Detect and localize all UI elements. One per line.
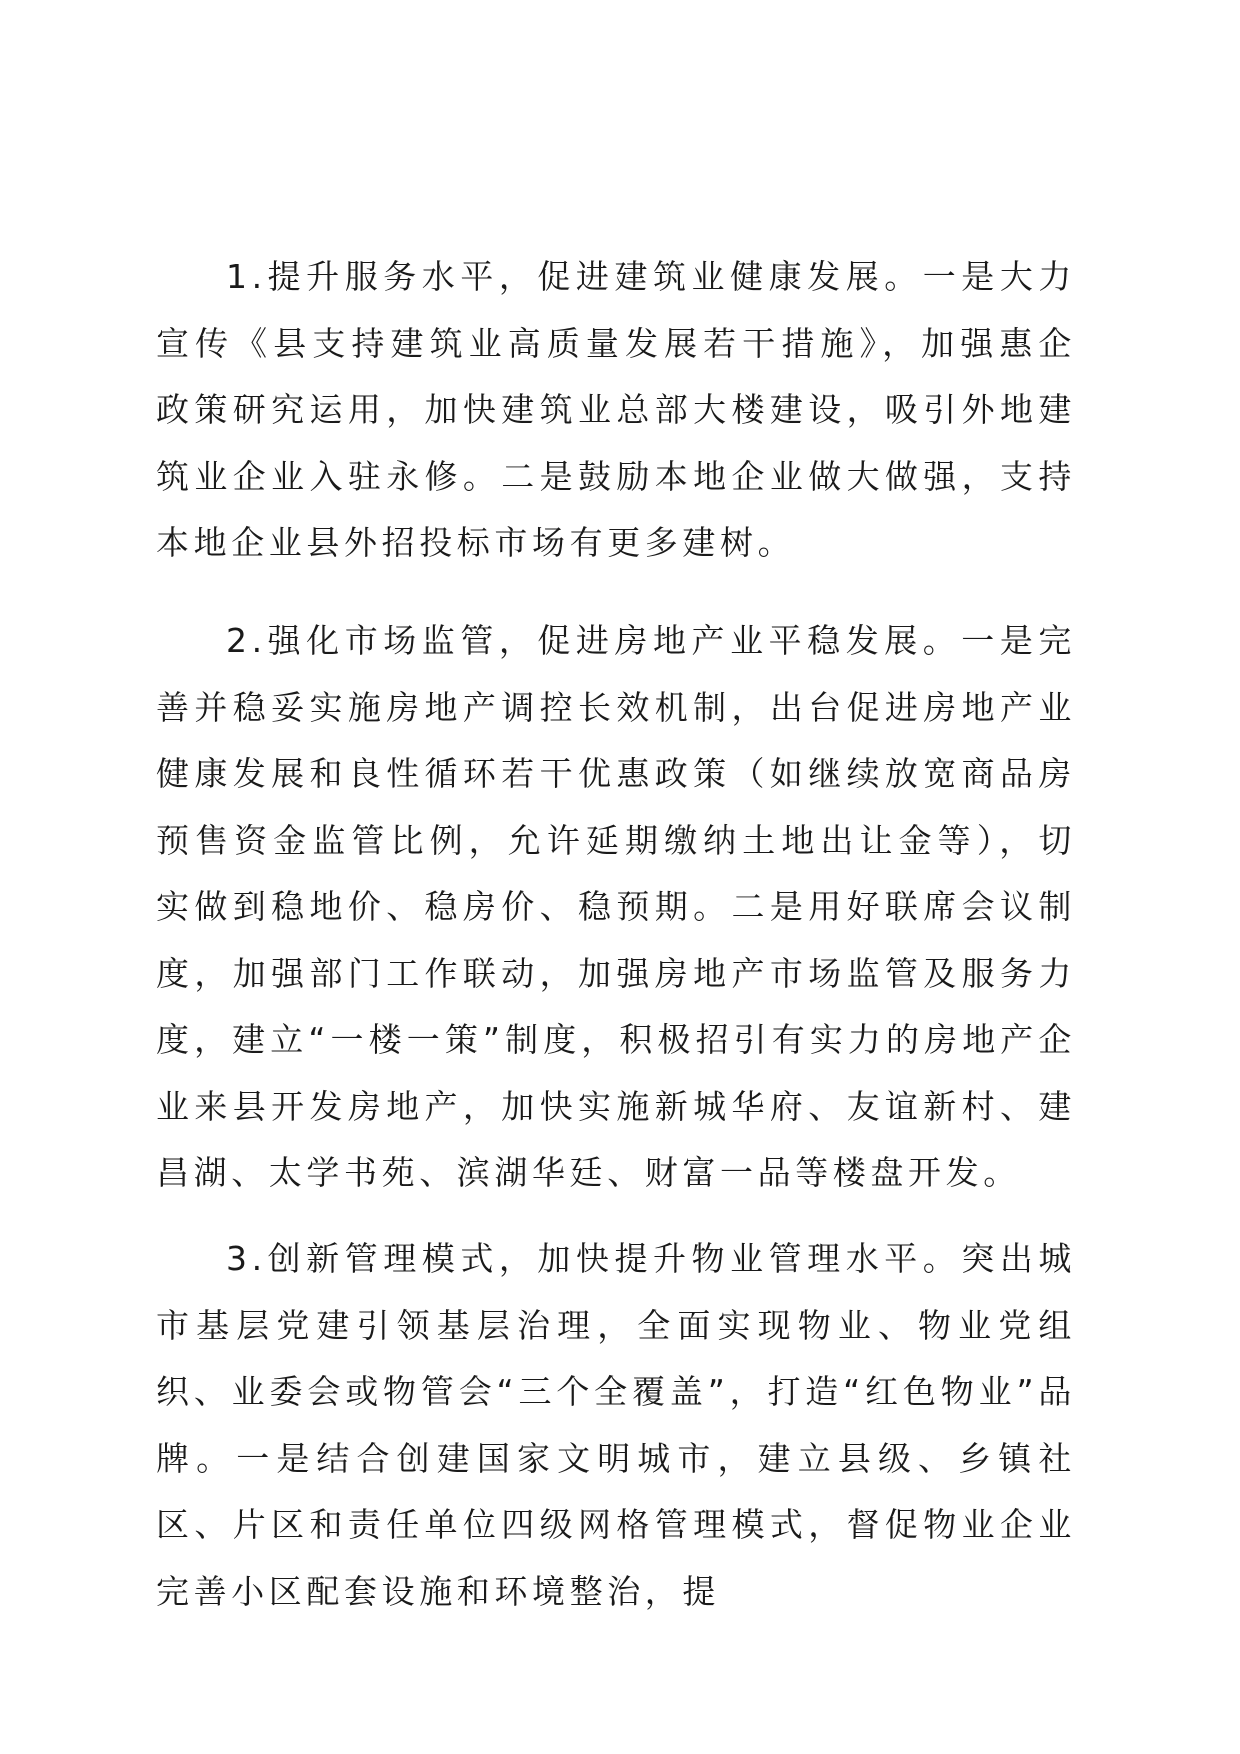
paragraph-real-estate-market: 2.强化市场监管，促进房地产业平稳发展。一是完善并稳妥实施房地产调控长效机制，出台促进房地产业健康发展和良性循环若干优惠政策（如继续放宽商品房预售资金监管比例，允许延期缴纳土地出让金等），切实做到稳地价、稳房价、稳预期。二是用好联席会议制度，加强部门工作联动，加强房地产市场监管及服务力度，建立“一楼一策”制度，积极招引有实力的房地产企业来县开发房地产，加快实施新城华府、友谊新村、建昌湖、太学书苑、滨湖华廷、财富一品等楼盘开发。 xyxy=(156,621,1076,1192)
paragraph-property-management: 3.创新管理模式，加快提升物业管理水平。突出城市基层党建引领基层治理，全面实现物业、物业党组织、业委会或物管会“三个全覆盖”，打造“红色物业”品牌。一是结合创建国家文明城市，建立县级、乡镇社区、片区和责任单位四级网格管理模式，督促物业企业完善小区配套设施和环境整治，提 xyxy=(156,1239,1076,1611)
paragraph-building-industry: 1.提升服务水平，促进建筑业健康发展。一是大力宣传《县支持建筑业高质量发展若干措施》，加强惠企政策研究运用，加快建筑业总部大楼建设，吸引外地建筑业企业入驻永修。二是鼓励本地企业做大做强，支持本地企业县外招投标市场有更多建树。 xyxy=(156,257,1076,562)
